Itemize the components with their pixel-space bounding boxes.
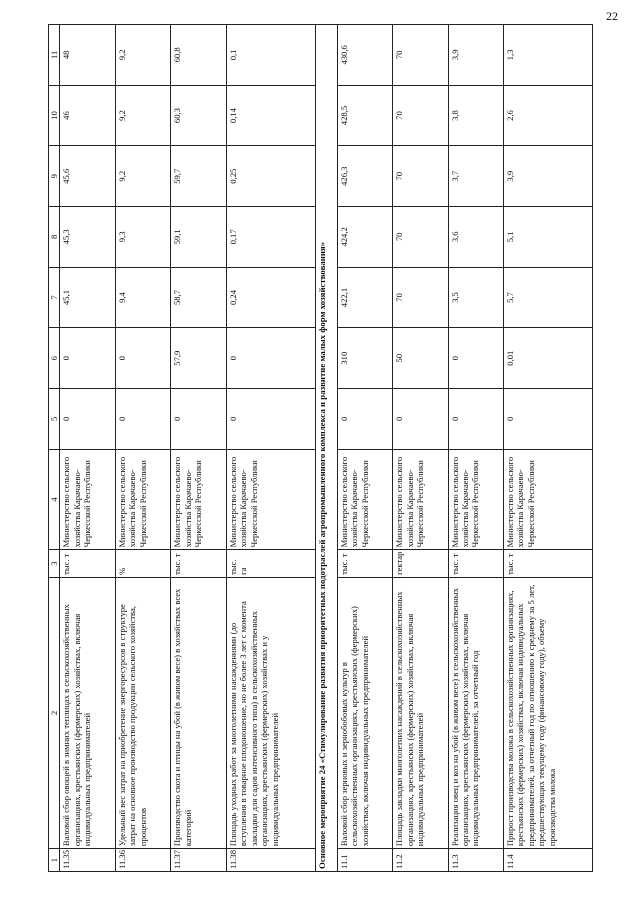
page-number: 22 xyxy=(606,9,618,23)
table-body-top xyxy=(60,25,315,872)
value-cell: 0 xyxy=(60,328,115,389)
value-cell: 0 xyxy=(60,389,115,450)
table-row xyxy=(393,25,448,872)
value-cell: 50 xyxy=(393,328,448,389)
col-header: 5 xyxy=(49,389,60,450)
col-header: 2 xyxy=(49,577,60,848)
row-number: 11.37 xyxy=(171,849,226,872)
executor: Министерство сельского хозяйства Карачаево-Черкесской Республики xyxy=(448,449,503,550)
value-cell: 3,5 xyxy=(448,267,503,328)
value-cell: 0 xyxy=(226,328,315,389)
value-cell: 3,9 xyxy=(448,25,503,86)
value-cell: 3,9 xyxy=(503,146,592,207)
table-rotation xyxy=(48,24,593,872)
rotated-table-container xyxy=(48,24,593,872)
unit: гектар xyxy=(393,550,448,577)
executor: Министерство сельского хозяйства Карачаево-Черкесской Республики xyxy=(171,449,226,550)
value-cell: 3,8 xyxy=(448,85,503,146)
value-cell: 9,3 xyxy=(115,207,170,268)
value-cell: 5,1 xyxy=(503,207,592,268)
table-row xyxy=(115,25,170,872)
table-row xyxy=(337,25,392,872)
value-cell: 426,3 xyxy=(337,146,392,207)
unit: тыс. т xyxy=(171,550,226,577)
table-row xyxy=(503,25,592,872)
unit: тыс. т xyxy=(60,550,115,577)
row-number: 11.4 xyxy=(503,849,592,872)
executor: Министерство сельского хозяйства Карачаево-Черкесской Республики xyxy=(60,449,115,550)
value-cell: 0 xyxy=(171,389,226,450)
table-row xyxy=(226,25,315,872)
row-number: 11.35 xyxy=(60,849,115,872)
col-header: 11 xyxy=(49,25,60,86)
value-cell: 424,2 xyxy=(337,207,392,268)
col-header: 8 xyxy=(49,207,60,268)
unit: тыс. т xyxy=(448,550,503,577)
table-row xyxy=(171,25,226,872)
value-cell: 430,6 xyxy=(337,25,392,86)
unit: тыс. т xyxy=(337,550,392,577)
executor: Министерство сельского хозяйства Карачаево-Черкесской Республики xyxy=(393,449,448,550)
value-cell: 60,3 xyxy=(171,85,226,146)
value-cell: 70 xyxy=(393,207,448,268)
value-cell: 0,17 xyxy=(226,207,315,268)
row-number: 11.1 xyxy=(337,849,392,872)
value-cell: 0 xyxy=(393,389,448,450)
indicator-name: Производство скота и птицы на убой (в живом весе) в хозяйствах всех категорий xyxy=(171,577,226,848)
executor: Министерство сельского хозяйства Карачаево-Черкесской Республики xyxy=(337,449,392,550)
executor: Министерство сельского хозяйства Карачаево-Черкесской Республики xyxy=(115,449,170,550)
indicator-name: Площадь закладки многолетних насаждений в сельскохозяйственных организациях, крестьянских (фермерских) хозяйствах, включая индивидуальных предпринимателей xyxy=(393,577,448,848)
row-number: 11.3 xyxy=(448,849,503,872)
indicator-name: Прирост производства молока в сельскохозяйственных организациях, крестьянских (фермерских) хозяйствах, включая индивидуальных предпринимателей, за отчетный год по отношению к среднему за 5 лет, предшествующих текущему году (финансовому году), объему производства молока xyxy=(503,577,592,848)
value-cell: 45,6 xyxy=(60,146,115,207)
value-cell: 57,9 xyxy=(171,328,226,389)
value-cell: 45,1 xyxy=(60,267,115,328)
row-number: 11.36 xyxy=(115,849,170,872)
indicators-table xyxy=(48,24,593,872)
value-cell: 59,1 xyxy=(171,207,226,268)
row-number: 11.2 xyxy=(393,849,448,872)
table-row xyxy=(60,25,115,872)
indicator-name: Реализация овец и коз на убой (в живом весе) в сельскохозяйственных организациях, крестьянских (фермерских) хозяйствах, включая индивидуальных предпринимателей, за отчетный год xyxy=(448,577,503,848)
value-cell: 70 xyxy=(393,85,448,146)
value-cell: 0,1 xyxy=(226,25,315,86)
col-header: 1 xyxy=(49,849,60,872)
value-cell: 310 xyxy=(337,328,392,389)
value-cell: 45,3 xyxy=(60,207,115,268)
value-cell: 5,7 xyxy=(503,267,592,328)
table-row xyxy=(448,25,503,872)
value-cell: 9,2 xyxy=(115,25,170,86)
value-cell: 9,2 xyxy=(115,146,170,207)
indicator-name: Валовой сбор зерновых и зернобобовых культур в сельскохозяйственных организациях, крестьянских (фермерских) хозяйствах, включая индивидуальных предпринимателей xyxy=(337,577,392,848)
value-cell: 0,01 xyxy=(503,328,592,389)
value-cell: 3,7 xyxy=(448,146,503,207)
section-title: Основное мероприятие 24 «Стимулирование развития приоритетных подотраслей агропромышленного комплекса и развитие малых форм хозяйствования» xyxy=(315,25,337,872)
unit: тыс. га xyxy=(226,550,315,577)
value-cell: 0 xyxy=(226,389,315,450)
value-cell: 3,6 xyxy=(448,207,503,268)
executor: Министерство сельского хозяйства Карачаево-Черкесской Республики xyxy=(503,449,592,550)
value-cell: 0 xyxy=(448,389,503,450)
column-number-header xyxy=(49,25,60,872)
col-header: 9 xyxy=(49,146,60,207)
indicator-name: Валовой сбор овощей в зимних теплицах в сельскохозяйственных организациях, крестьянских (фермерских) хозяйствах, включая индивидуальных предпринимателей xyxy=(60,577,115,848)
value-cell: 60,8 xyxy=(171,25,226,86)
value-cell: 0,24 xyxy=(226,267,315,328)
col-header: 10 xyxy=(49,85,60,146)
value-cell: 0 xyxy=(503,389,592,450)
col-header: 3 xyxy=(49,550,60,577)
value-cell: 59,7 xyxy=(171,146,226,207)
section-body xyxy=(315,25,337,872)
col-header: 7 xyxy=(49,267,60,328)
col-header: 4 xyxy=(49,449,60,550)
row-number: 11.38 xyxy=(226,849,315,872)
unit: тыс. т xyxy=(503,550,592,577)
value-cell: 70 xyxy=(393,146,448,207)
value-cell: 70 xyxy=(393,25,448,86)
value-cell: 46 xyxy=(60,85,115,146)
table-body-bottom xyxy=(337,25,592,872)
value-cell: 0 xyxy=(115,328,170,389)
value-cell: 70 xyxy=(393,267,448,328)
value-cell: 1,3 xyxy=(503,25,592,86)
value-cell: 58,7 xyxy=(171,267,226,328)
value-cell: 0 xyxy=(115,389,170,450)
value-cell: 9,4 xyxy=(115,267,170,328)
section-row xyxy=(315,25,337,872)
indicator-name: Удельный вес затрат на приобретение энергоресурсов в структуре затрат на основное производство продукции сельского хозяйства, процентов xyxy=(115,577,170,848)
value-cell: 2,6 xyxy=(503,85,592,146)
value-cell: 0,25 xyxy=(226,146,315,207)
value-cell: 0 xyxy=(337,389,392,450)
indicator-name: Площадь уходных работ за многолетними насаждениями (до вступления в товарное плодоношение, но не более 3 лет с момента закладки для садов интенсивного типа) в сельскохозяйственных организациях, крестьянских (фермерских) хозяйствах и у индивидуальных предпринимателей xyxy=(226,577,315,848)
value-cell: 9,2 xyxy=(115,85,170,146)
value-cell: 0 xyxy=(448,328,503,389)
value-cell: 48 xyxy=(60,25,115,86)
value-cell: 428,5 xyxy=(337,85,392,146)
unit: % xyxy=(115,550,170,577)
col-header: 6 xyxy=(49,328,60,389)
executor: Министерство сельского хозяйства Карачаево-Черкесской Республики xyxy=(226,449,315,550)
value-cell: 422,1 xyxy=(337,267,392,328)
value-cell: 0,14 xyxy=(226,85,315,146)
